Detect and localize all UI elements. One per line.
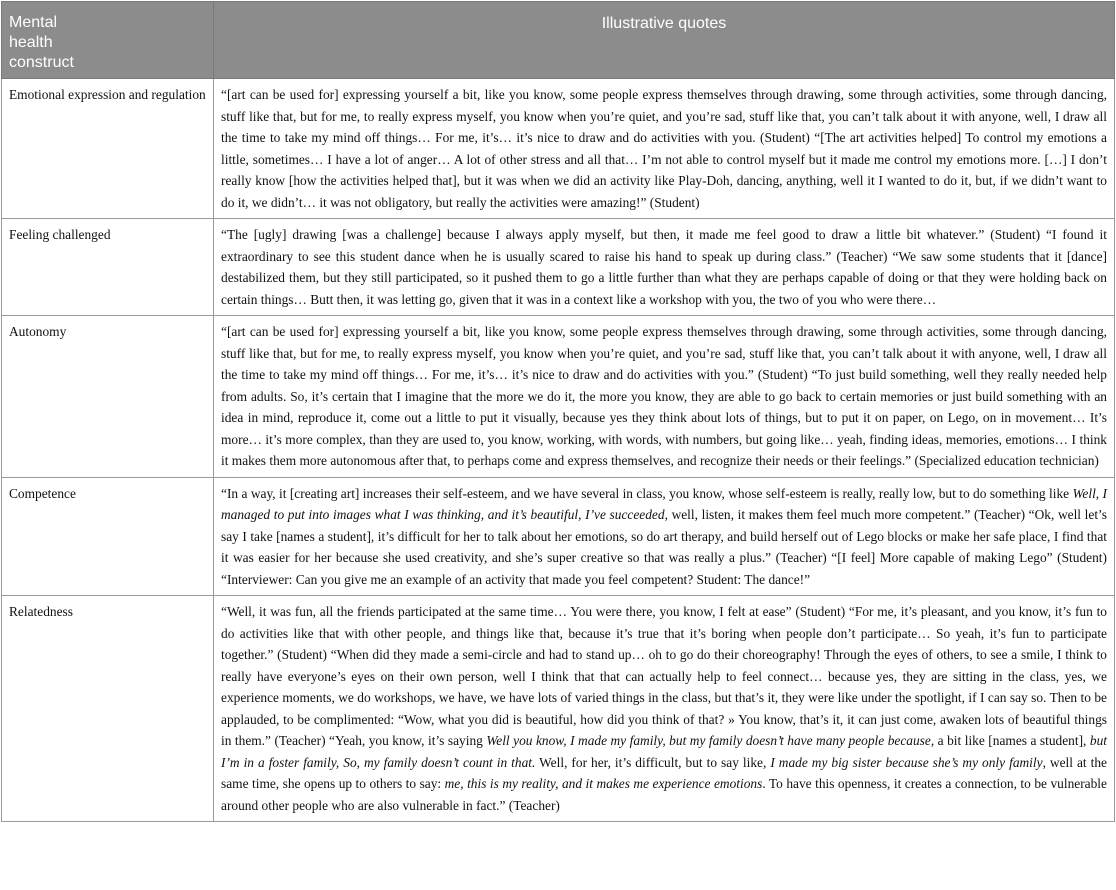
construct-cell: Autonomy (2, 316, 214, 478)
table-row (2, 477, 1115, 596)
quote-text: , well, listen, it makes them feel much more competent.” (Teacher) “Ok, well let’s say I take [names a student], it’s difficult for her to talk about her emotions, so do art therapy, and build herself out of Lego blocks or make her safe place, I find that it was easier for her because she used creativity, and she’s super creative so that was really a plus.” (Teacher) “[I feel] More capable of making Lego” (Student) “Interviewer: Can you give me an example of an activity that made you feel competent? Student: The dance!” (221, 507, 1107, 587)
table-row (2, 219, 1115, 316)
quote-emphasis: but I’m in a foster family, So, my family doesn’t count in that. (221, 733, 1107, 770)
quote-text: . To have this openness, it creates a connection, to be vulnerable around other people who are also vulnerable in fact.” (Teacher) (221, 776, 1107, 813)
quote-cell (214, 596, 1115, 822)
header-construct-word-2: health (9, 34, 53, 51)
table-row (2, 596, 1115, 822)
header-construct-word-1: Mental (9, 14, 58, 31)
header-construct (2, 2, 214, 79)
quote-text: , well at the same time, she opens up to others to say: (221, 754, 1107, 791)
table-body (2, 79, 1115, 822)
quote-emphasis: I made my big sister because she’s my only family (770, 754, 1043, 770)
quote-cell (214, 477, 1115, 596)
construct-cell: Competence (2, 477, 214, 596)
quote-text: “[art can be used for] expressing yourself a bit, like you know, some people express themselves through drawing, some through activities, some through dancing, stuff like that, but for me, to really express myself, you know when you’re quiet, and you’re sad, stuff like that, you can’t talk about it with anyone, well, I draw all the time to take my mind off things… For me, it’s… it’s nice to draw and do activities with you. (Student) “[The art activities helped] To control my emotions a little, sometimes… I have a lot of anger… A lot of other stress and all that… I’m not able to control myself but it made me control my emotions more. […] I don’t really know [how the activities helped that], but it was when we did an activity like Play-Doh, dancing, anything, well it I wanted to do it, but, if we didn’t want to do it, we didn’t… it was not obligatory, but really the activities were amazing!” (Student) (221, 87, 1107, 210)
quote-emphasis: me, this is my reality, and it makes me experience emotions (444, 776, 763, 791)
construct-cell: Emotional expression and regulation (2, 79, 214, 219)
quote-text: a bit like [names a student], (934, 733, 1090, 748)
quotes-table (1, 1, 1115, 822)
construct-cell: Relatedness (2, 596, 214, 822)
quote-text: Well, for her, it’s difficult, but to say like, (535, 754, 771, 770)
header-construct-word-3: construct (9, 54, 74, 71)
quote-cell (214, 219, 1115, 316)
quote-text: “In a way, it [creating art] increases their self-esteem, and we have several in class, you know, whose self-esteem is really, really low, but to do something like (221, 485, 1073, 501)
quote-text: “[art can be used for] expressing yourself a bit, like you know, some people express themselves through drawing, some through activities, some through dancing, stuff like that, but for me, to really express myself, you know when you’re quiet, and you’re sad, stuff like that, you can’t talk about it with anyone, well, I draw all the time to take my mind off things… For me, it’s… it’s nice to draw and do activities with you.” (Student) “To just build something, well they really needed help from adults. So, it’s certain that I imagine that the more we do it, the more you know, they are able to go back to certain memories or just build something with an idea in mind, reproduce it, come out a little to put it visually, because yes they think about lots of things, but to put it on paper, on Lego, on in movement… It’s more… it’s more complex, than they are used to, you know, working, with words, with numbers, but going like… yeah, finding ideas, memories, emotions… I think it makes them more autonomous after that, to perhaps come and express themselves, and recognize their needs or their feelings.” (Specialized education technician) (221, 324, 1107, 468)
quote-text: “Well, it was fun, all the friends participated at the same time… You were there, you know, I felt at ease” (Student) “For me, it’s pleasant, and you know, it’s fun to do activities like that with other people, and things like that, because it’s true that it’s boring when people don’t participate… So yeah, it’s fun to participate together.” (Student) “When did they made a semi-circle and had to stand up… oh to go do their choreography! Through the eyes of others, to see a smile, I think to really have everyone’s eyes on their own person, well I think that that can actually help to feel connect… because yes, they are sitting in the class, yes, we experience moments, we do workshops, we have, we have lots of varied things in the class, but that’s it, they were like under the spotlight, if I can say so. Then to be applauded, to be complimented: “Wow, what you did is beautiful, how did you think of that? » You know, that’s it, it can just come, awaken lots of beautiful things in them.” (Teacher) “Yeah, you know, it’s saying (221, 604, 1107, 748)
quote-text: “The [ugly] drawing [was a challenge] because I always apply myself, but then, it made me feel good to draw a little bit whatever.” (Student) “I found it extraordinary to see this student dance when he is usually scared to raise his hand to speak up during class.” (Teacher) “We saw some students that it [dance] destabilized them, but they still participated, so it pushed them to go a little further than what they are perhaps capable of doing or that they were holding back on certain things… Butt then, it was letting go, given that it was in a context like a workshop with you, the two of you who were there… (221, 227, 1107, 307)
construct-cell: Feeling challenged (2, 219, 214, 316)
quote-emphasis: Well you know, I made my family, but my family doesn’t have many people because, (486, 733, 935, 748)
quote-emphasis: Well, I managed to put into images what I was thinking, and it’s beautiful, I’ve succeeded (221, 485, 1107, 522)
header-quotes: Illustrative quotes (214, 2, 1115, 79)
quote-cell (214, 79, 1115, 219)
table-row (2, 316, 1115, 478)
quote-cell (214, 316, 1115, 478)
table-row (2, 79, 1115, 219)
header-row (2, 2, 1115, 79)
